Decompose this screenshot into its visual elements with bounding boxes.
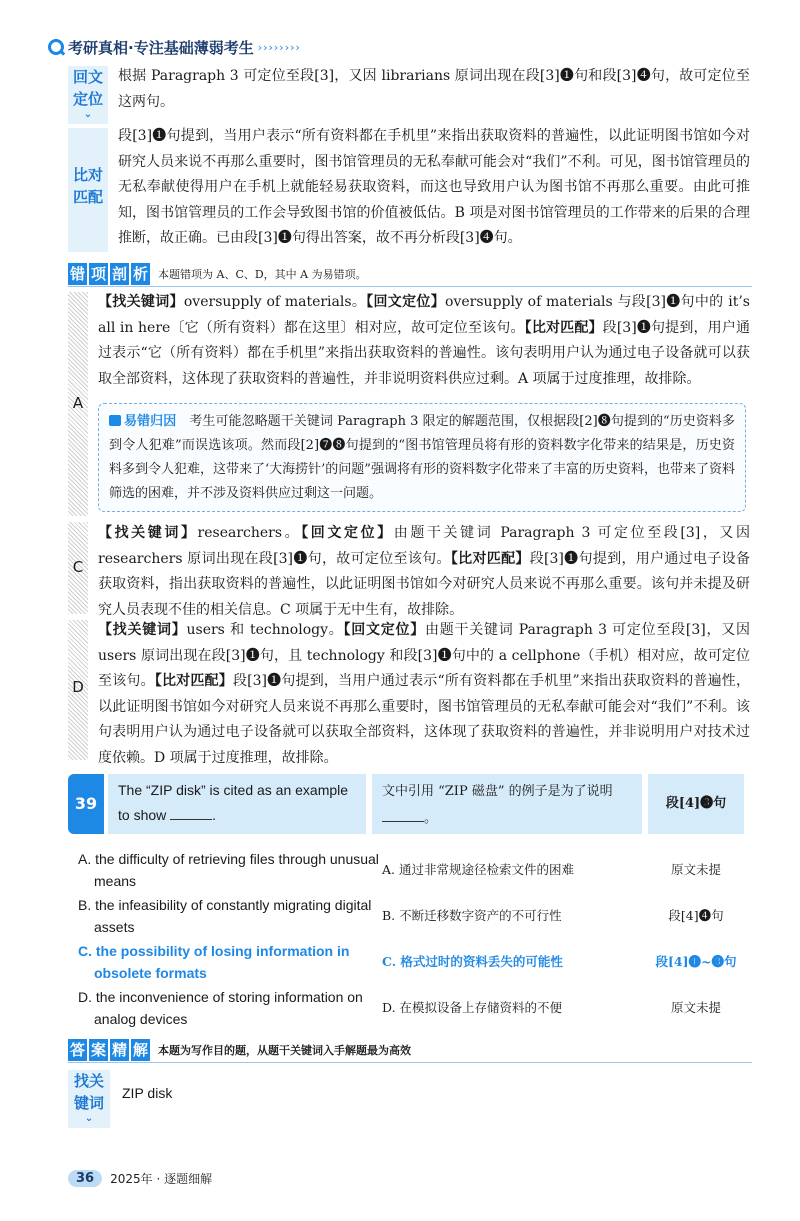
compare-tag-line2: 匹配 bbox=[72, 188, 103, 206]
choice-b-zh: B. 不断迁移数字资产的不可行性 bbox=[382, 908, 562, 923]
keyword-tag bbox=[68, 1070, 110, 1128]
compare-tag bbox=[68, 128, 108, 252]
keyword-tag-line2: 键词 bbox=[73, 1094, 104, 1112]
locate-text: 根据 Paragraph 3 可定位至段[3]，又因 librarians 原词出现在段[3]❶句和段[3]❹句，故可定位至这两句。 bbox=[118, 68, 750, 110]
stem-en-end: . bbox=[212, 807, 217, 823]
page-footer bbox=[68, 1168, 212, 1188]
stem-zh-end: 。 bbox=[424, 811, 438, 826]
compare-label: 【比对匹配】 bbox=[450, 550, 530, 567]
chevron-down-icon: ⌄ bbox=[83, 109, 93, 120]
find-keyword-label: 【找关键词】 bbox=[98, 525, 198, 541]
compare-label: 【比对匹配】 bbox=[154, 673, 233, 689]
section-chip: 错 bbox=[69, 265, 85, 283]
locate-label: 【回文定位】 bbox=[366, 294, 446, 310]
chevron-down-icon: ⌄ bbox=[84, 1113, 94, 1124]
option-c-analysis bbox=[98, 521, 750, 623]
header-arrows-icon: ›››››››› bbox=[257, 40, 301, 54]
locate-tag-line1: 回文 bbox=[72, 68, 103, 86]
keyword-tag-line1: 找关 bbox=[73, 1072, 104, 1090]
option-a-analysis bbox=[98, 290, 750, 392]
option-d-analysis bbox=[98, 618, 750, 771]
footer-title: 2025年 · 逐题细解 bbox=[110, 1171, 213, 1186]
section-chip: 剖 bbox=[111, 265, 127, 283]
option-c-letter: C bbox=[72, 558, 84, 576]
answer-explanation-note: 本题为写作目的题，从题干关键词入手解题最为高效 bbox=[158, 1044, 411, 1057]
option-c-keyword: researchers。 bbox=[197, 525, 302, 541]
choice-c-en: C. the possibility of losing information in obsolete formats bbox=[78, 943, 350, 981]
wrong-options-header bbox=[68, 262, 367, 286]
option-d-bar bbox=[68, 620, 88, 760]
find-keyword-label: 【找关键词】 bbox=[98, 622, 187, 638]
keyword-text: ZIP disk bbox=[122, 1085, 173, 1101]
option-a-compare: 段[3]❶句提到，用户通过表示“它（所有资料）都在手机里”来指出获取资料的普遍性。该句表明用户认为通过电子设备就可以获取全部资料，这体现了获取资料的普遍性，并非说明资料供应过剩。A 项属于过度推理，故排除。 bbox=[98, 319, 751, 387]
note-icon bbox=[109, 415, 121, 426]
choice-d-zh: D. 在模拟设备上存储资料的不便 bbox=[382, 1000, 563, 1015]
choice-a-zh: A. 通过非常规途径检索文件的困难 bbox=[382, 862, 574, 877]
section-divider bbox=[68, 1062, 752, 1063]
locate-label: 【回文定位】 bbox=[343, 622, 426, 638]
option-d-keyword: users 和 technology。 bbox=[186, 622, 344, 638]
option-a-letter: A bbox=[72, 394, 84, 412]
stem-zh-text: 文中引用 “ZIP 磁盘” 的例子是为了说明 bbox=[382, 784, 613, 799]
locate-tag-line2: 定位 bbox=[72, 90, 103, 108]
choice-b-en: B. the infeasibility of constantly migrating digital assets bbox=[78, 897, 372, 935]
wrong-options-note: 本题错项为 A、C、D，其中 A 为易错项。 bbox=[158, 268, 367, 281]
question-number: 39 bbox=[68, 774, 104, 834]
option-d-locate: 由题干关键词 Paragraph 3 可定位至段[3]，又因 users 原词出现在段[3]❶句，且 technology 和段[3]❶句中的 a cellphone（手机）相对应，故可定位至该句。 bbox=[98, 622, 751, 689]
section-chip: 析 bbox=[132, 265, 148, 283]
option-c-locate: 由题干关键词 Paragraph 3 可定位至段[3]，又因 researchers 原词出现在段[3]❶句，故可定位至该句。 bbox=[98, 525, 750, 567]
option-d-letter: D bbox=[72, 678, 84, 696]
option-c-compare: 段[3]❶句提到，用户通过电子设备获取资料，指出获取资料的普遍性，以此证明图书馆如今对研究人员来说不再那么重要。该句并未提及研究人员表现不佳的相关信息。C 项属于无中生有，故排除。 bbox=[98, 550, 750, 618]
answer-explanation-header bbox=[68, 1038, 411, 1062]
error-attribution-title: 易错归因 bbox=[124, 414, 177, 429]
choice-d-en: D. the inconvenience of storing information on analog devices bbox=[78, 989, 363, 1027]
choice-a-en: A. the difficulty of retrieving files through unusual means bbox=[78, 851, 379, 889]
answer-blank bbox=[170, 805, 212, 820]
page-header bbox=[48, 36, 301, 58]
page-number: 36 bbox=[68, 1170, 102, 1187]
locate-tag bbox=[68, 66, 108, 124]
compare-label: 【比对匹配】 bbox=[524, 319, 603, 336]
question-stem-zh bbox=[372, 774, 642, 834]
search-logo-icon bbox=[48, 39, 64, 55]
section-chip: 答 bbox=[69, 1041, 85, 1059]
option-d-compare: 段[3]❶句提到，当用户通过表示“所有资料都在手机里”来指出获取资料的普遍性，以此证明图书馆如今对研究人员来说不再那么重要时，图书馆管理员的无私奉献可能会对“我们”不利。该句表明用户认为通过电子设备就可以获取全部资料，这体现了获取资料的普遍性，并非说明用户对技术过度依赖。D 项属于过度推理，故排除。 bbox=[98, 673, 751, 766]
question-stem-en bbox=[108, 774, 366, 834]
error-attribution-box bbox=[98, 403, 746, 512]
choice-b-source: 段[4]❹句 bbox=[668, 908, 724, 923]
choice-a-source: 原文未提 bbox=[670, 862, 721, 877]
section-divider bbox=[68, 286, 752, 287]
find-keyword-label: 【找关键词】 bbox=[98, 294, 184, 310]
section-chip: 精 bbox=[111, 1041, 127, 1059]
error-attribution-text: 考生可能忽略题干关键词 Paragraph 3 限定的解题范围，仅根据段[2]❽句提到的“历史资料多到令人犯难”而误选该项。然而段[2]❼❽句提到的“图书馆管理员将有形的资料数字化带来的结果是，历史资料多到令人犯难，这带来了‘大海捞针’的问题”强调将有形的资料数字化带来了丰富的历史资料，也带来了资料筛选的困难，并不涉及资料供应过剩这一问题。 bbox=[109, 414, 735, 501]
question-source: 段[4]❸句 bbox=[648, 774, 744, 834]
locate-label: 【回文定位】 bbox=[301, 525, 394, 541]
header-title: 考研真相·专注基础薄弱考生 bbox=[68, 38, 254, 57]
option-c-bar bbox=[68, 522, 88, 614]
option-a-keyword: oversupply of materials。 bbox=[183, 294, 367, 310]
option-a-locate: oversupply of materials 与段[3]❶句中的 it’s all in here〔它（所有资料）都在这里〕相对应，故可定位至该句。 bbox=[98, 294, 750, 336]
section-chip: 解 bbox=[132, 1041, 148, 1059]
choice-c-source: 段[4]❶~❸句 bbox=[655, 954, 737, 969]
choice-c-zh: C. 格式过时的资料丢失的可能性 bbox=[382, 954, 563, 969]
option-a-bar bbox=[68, 292, 88, 516]
section-chip: 项 bbox=[90, 265, 106, 283]
section-chip: 案 bbox=[90, 1041, 106, 1059]
compare-tag-line1: 比对 bbox=[72, 166, 103, 184]
compare-text: 段[3]❶句提到，当用户表示“所有资料都在手机里”来指出获取资料的普遍性，以此证明图书馆如今对研究人员来说不再那么重要时，图书馆管理员的无私奉献可能会对“我们”不利。可见，图书馆管理员的无私奉献使得用户在手机上就能轻易获取资料，而这也导致用户认为图书馆不再那么重要。由此可推知，图书馆管理员的工作会导致图书馆的价值被低估。B 项是对图书馆管理员的工作带来的后果的合理推断，故正确。已由段[3]❶句得出答案，故不再分析段[3]❹句。 bbox=[118, 128, 750, 246]
answer-blank bbox=[382, 807, 424, 822]
stem-en-text: The “ZIP disk” is cited as an example to show bbox=[118, 782, 349, 823]
choice-d-source: 原文未提 bbox=[670, 1000, 721, 1015]
